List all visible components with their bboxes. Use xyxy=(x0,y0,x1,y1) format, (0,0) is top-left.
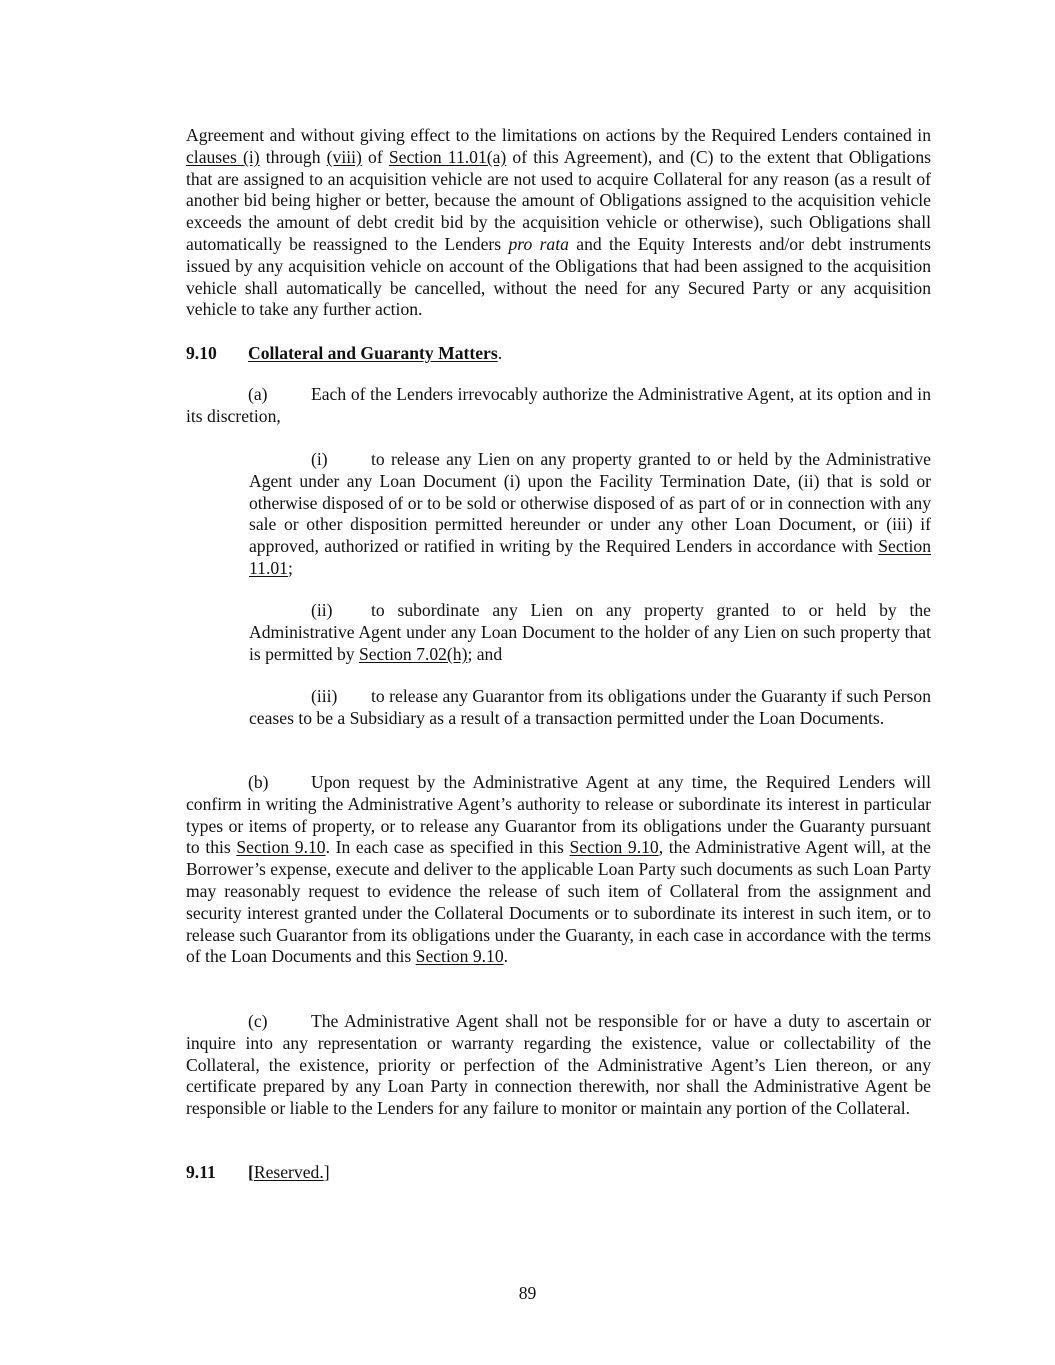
paragraph-b-label: (b) xyxy=(248,772,269,792)
section-7-02h-reference: Section 7.02(h) xyxy=(358,643,468,664)
paragraph-b-text-3: , the Administrative Agent will, at the Borrower’s expense, execute and deliver to the applicable Loan Party such documents as such Loan Party may reasonably request to evidence the release of such item of Collateral from the assignment and security interest granted under the Collateral Documents or to subordinate its interest in such item, or to release such Guarantor from its obligations under the Guaranty, in each case in accordance with the terms of the Loan Documents and this xyxy=(186,837,931,967)
paragraph-a-text: Each of the Lenders irrevocably authorize the Administrative Agent, at its option and in its discretion, xyxy=(186,384,931,426)
paragraph-i xyxy=(249,449,931,580)
intro-text-2: through xyxy=(259,146,327,167)
paragraph-b-text-2: . In each case as specified in this xyxy=(325,837,570,858)
paragraph-i-label: (i) xyxy=(311,449,328,469)
clause-viii-reference: (viii) xyxy=(326,146,362,167)
paragraph-c xyxy=(186,1011,931,1120)
section-9-10-reference: Section 9.10 xyxy=(236,837,326,858)
bracket-open: [ xyxy=(248,1162,254,1182)
pro-rata-italic: pro rata xyxy=(508,233,569,254)
intro-text-4: of this Agreement), and (C) to the extent that Obligations that are assigned to an acquisition vehicle are not used to acquire Collateral for any reason (as a result of another bid being higher or better, because the amount of Obligations assigned to the acquisition vehicle exceeds the amount of debt credit bid by the acquisition vehicle or otherwise), such Obligations shall automatically be reassigned to the Lenders xyxy=(186,146,931,254)
paragraph-c-text: The Administrative Agent shall not be responsible for or have a duty to ascertain or inquire into any representation or warranty regarding the existence, value or collectability of the Collateral, the existence, priority or perfection of the Administrative Agent’s Lien thereon, or any certificate prepared by any Loan Party in connection therewith, nor shall the Administrative Agent be responsible or liable to the Lenders for any failure to monitor or maintain any portion of the Collateral. xyxy=(186,1011,931,1119)
paragraph-ii-label: (ii) xyxy=(311,600,333,620)
paragraph-ii-tail: ; and xyxy=(467,643,503,664)
page-number: 89 xyxy=(518,1283,537,1303)
section-11-01a-reference: Section 11.01(a) xyxy=(388,146,507,167)
paragraph-b xyxy=(186,772,931,968)
paragraph-ii xyxy=(249,600,931,665)
paragraph-b-text-1: Upon request by the Administrative Agent at any time, the Required Lenders will confirm in writing the Administrative Agent’s authority to release or subordinate its interest in particular types or items of property, or to release any Guarantor from its obligations under the Guaranty pursuant to this xyxy=(186,772,931,858)
section-11-01-reference: Section 11.01 xyxy=(249,536,931,578)
clauses-i-reference: clauses (i) xyxy=(186,146,260,167)
intro-paragraph xyxy=(186,125,931,321)
section-9-10-reference: Section 9.10 xyxy=(569,837,659,858)
bracket-close: ] xyxy=(323,1162,330,1182)
paragraph-i-tail: ; xyxy=(287,557,293,578)
paragraph-i-text: to release any Lien on any property granted to or held by the Administrative Agent under any Loan Document (i) upon the Facility Termination Date, (ii) that is sold or otherwise disposed of or to be sold or otherwise disposed of as part of or in connection with any sale or other disposition permitted hereunder or under any other Loan Document, or (iii) if approved, authorized or ratified in writing by the Required Lenders in accordance with xyxy=(249,449,931,557)
paragraph-a-label: (a) xyxy=(248,384,268,404)
section-9-10-reference: Section 9.10 xyxy=(415,946,504,967)
section-title-period: . xyxy=(497,343,503,363)
paragraph-b-text-4: . xyxy=(503,946,509,967)
intro-text-1: Agreement and without giving effect to the limitations on actions by the Required Lenders contained in xyxy=(186,125,931,145)
paragraph-ii-text: to subordinate any Lien on any property granted to or held by the Administrative Agent under any Loan Document to the holder of any Lien on such property that is permitted by xyxy=(249,600,931,664)
paragraph-iii xyxy=(249,686,931,730)
section-title: Reserved. xyxy=(253,1162,324,1182)
paragraph-c-label: (c) xyxy=(248,1011,268,1031)
section-number: 9.10 xyxy=(186,343,217,363)
paragraph-a xyxy=(186,384,931,428)
section-9-11-heading xyxy=(186,1162,330,1184)
intro-text-3: of xyxy=(361,146,389,167)
paragraph-iii-text: to release any Guarantor from its obligations under the Guaranty if such Person ceases to be a Subsidiary as a result of a transaction permitted under the Loan Documents. xyxy=(249,686,931,728)
section-9-10-heading xyxy=(186,343,502,365)
section-number: 9.11 xyxy=(186,1162,216,1182)
intro-text-5: and the Equity Interests and/or debt instruments issued by any acquisition vehicle on account of the Obligations that had been assigned to the acquisition vehicle shall automatically be cancelled, without the need for any Secured Party or any acquisition vehicle to take any further action. xyxy=(186,233,932,320)
section-title: Collateral and Guaranty Matters xyxy=(248,343,498,363)
paragraph-iii-label: (iii) xyxy=(311,686,338,706)
